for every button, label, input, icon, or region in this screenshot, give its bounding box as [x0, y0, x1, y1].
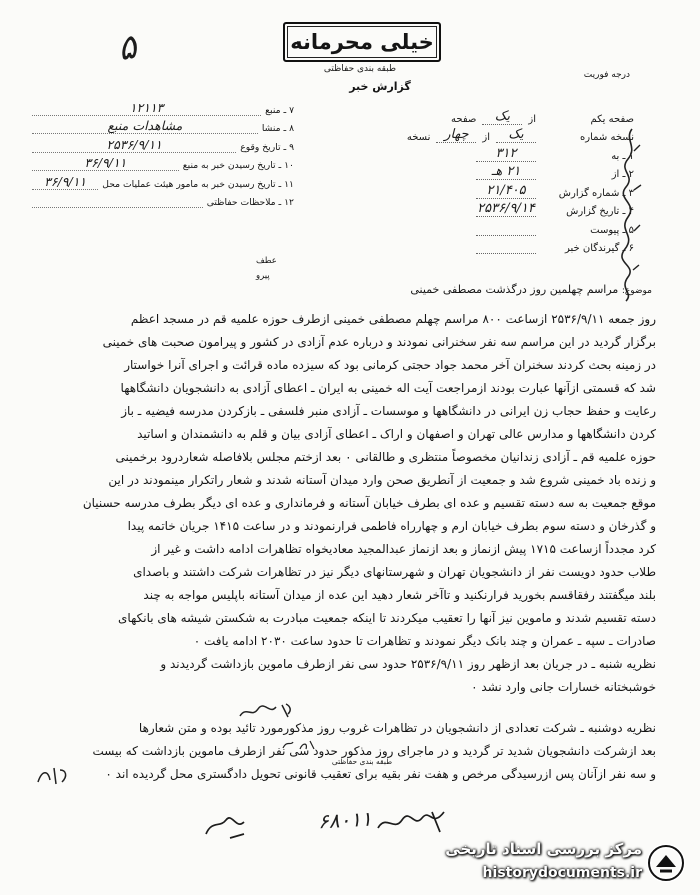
- field-label: نسخه: [406, 132, 431, 143]
- field-label: ۱۲ ـ ملاحظات حفاظتی: [206, 197, 294, 208]
- copy-row: [372, 125, 634, 144]
- body-line: [44, 607, 656, 630]
- field-row: [32, 153, 294, 172]
- body-line: [44, 561, 656, 584]
- field-value: ۲۱ هـ: [476, 164, 536, 180]
- field-label: نسخه شماره: [580, 132, 634, 143]
- field-label: ۳ ـ شماره گزارش: [558, 187, 634, 199]
- body-line: [44, 400, 656, 423]
- field-value: ۳۱۲: [476, 146, 536, 162]
- field-row: [372, 199, 634, 218]
- body-line: [44, 653, 656, 676]
- field-row: [32, 116, 294, 135]
- body-line-text: صادرات ـ سپه ـ عمران و چند بانک دیگر نمودند و تظاهرات تا حدود ساعت ۲۰۳۰ ادامه یافت ۰: [193, 634, 656, 648]
- source-fields: [32, 97, 294, 208]
- field-row: [372, 236, 634, 255]
- field-row: [32, 171, 294, 190]
- body-line-text: و سه نفر ازآنان پس ازرسیدگی مرخص و هفت نفر بقیه برای تعقیب قانونی تحویل دادگستری محل گردیده اند ۰: [105, 767, 656, 781]
- field-value: ۳۶/۹/۱۱: [32, 174, 98, 190]
- report-type-title: گزارش خبر: [349, 80, 411, 93]
- subject-line: [290, 283, 652, 296]
- field-row: [32, 134, 294, 153]
- body-line-text: نظریه دوشنبه ـ شرکت تعدادی از دانشجویان در تظاهرات غروب روز مذکورمورد تائید بوده و متن شعارها: [138, 721, 656, 735]
- field-label: ۷ ـ منبع: [265, 104, 294, 116]
- watermark-url: historydocuments.ir: [482, 865, 642, 881]
- body-line-text: حوزه علمیه قم ـ آزادی زندانیان مخصوصاً منتظری و طالقانی ۰ بعد ازختم مجلس بلافاصله شعاردرود برخمینی: [115, 450, 656, 464]
- field-label: صفحه یکم: [590, 113, 634, 125]
- margin-handwritten-note: [610, 125, 650, 305]
- body-line-text: طلاب حدود دویست نفر از دانشجویان تهران و شهرستانهای دیگر نیز در تظاهرات شرکت داشتند و باصدای: [133, 565, 656, 579]
- body-line-text: نظریه شنبه ـ در جریان بعد ازظهر روز ۲۵۳۶/۹/۱۱ حدود سی نفر ازطرف ماموین بازداشت گردیدند و: [160, 657, 656, 671]
- body-line-text: بعد ازشرکت دانشجویان شدید تر گردید و در ماجرای روز مذکور حدود سی نفر ازطرف ماموین بازداشت که بیست: [92, 744, 656, 758]
- field-value: مشاهدات منبع: [32, 118, 258, 134]
- reference-label: عطف: [256, 256, 277, 266]
- field-label: ۱ ـ به: [611, 150, 634, 162]
- field-row: [32, 97, 294, 116]
- field-label: صفحه: [451, 113, 477, 125]
- body-line-text: روز جمعه ۲۵۳۶/۹/۱۱ ازساعت ۸۰۰ مراسم چهلم مصطفی خمینی ازطرف حوزه علمیه قم در مسجد اعظم: [130, 312, 656, 326]
- archive-logo-icon: [646, 843, 686, 883]
- body-line-text: کرد مجدداً ازساعت ۱۷۱۵ پیش ازنماز و بعد ازنماز عبدالمجید معادیخواه تظاهرات ادامه داشت و غیر از: [151, 542, 656, 556]
- field-label: ۱۰ ـ تاریخ رسیدن خبر به منبع: [182, 160, 294, 171]
- field-value: ۲۵۳۶/۹/۱۱: [32, 137, 236, 153]
- body-line: [44, 492, 656, 515]
- body-line: [44, 423, 656, 446]
- field-value: ۳۶/۹/۱۱: [32, 155, 179, 171]
- field-value: [476, 253, 536, 254]
- field-value: ۲۵۳۶/۹/۱۴: [477, 201, 535, 216]
- field-value: [32, 207, 203, 208]
- body-line-text: و زنده باد خمینی شروع شد و جمعیت از آنطریق صحن وارد میدان آستانه شدند و شعار راتکرار مینمودند در این: [108, 473, 656, 487]
- field-label: ۹ ـ تاریخ وقوع: [240, 141, 294, 153]
- body-line-text: خوشبختانه خسارات جانی وارد نشد ۰: [471, 680, 656, 694]
- field-label: از: [482, 132, 490, 143]
- body-line-text: رعایت و حفظ حجاب زن ایرانی در دانشگاهها و موسسات ـ آزادی منبر فلسفی ـ بازکردن مدرسه فیضیه ـ باز: [121, 404, 656, 418]
- stamp-text: خیلی محرمانه: [290, 30, 434, 54]
- field-label: ۲ ـ از: [611, 169, 634, 180]
- field-label: ۵ ـ پیوست: [590, 224, 634, 236]
- body-line-text: شد که قسمتی ازآنها عبارت بودند ازمراجعت آیت اله خمینی به ایران ـ اعطای آزادی به دانشجویان دانشگاهها: [120, 381, 656, 395]
- watermark-title: مرکز بررسی اسناد تاریخی: [445, 840, 642, 858]
- field-row: [372, 180, 634, 199]
- body-line: [44, 538, 656, 561]
- field-value: ۲۱/۴۰۵: [476, 183, 536, 199]
- field-row: [372, 162, 634, 181]
- subject-label: موضوع:: [621, 286, 652, 296]
- report-body-opinion: [44, 717, 656, 786]
- body-line: [44, 676, 656, 699]
- handwritten-file-number: ۵: [114, 26, 140, 70]
- body-line: [44, 469, 656, 492]
- signature-number: ۶۸۰۱۱: [317, 806, 373, 834]
- follow-up-label: پیرو: [256, 271, 270, 281]
- report-meta-fields: [372, 106, 634, 254]
- report-body: [44, 308, 656, 699]
- body-line: [44, 515, 656, 538]
- body-line: [44, 763, 656, 786]
- page-row: [372, 106, 634, 125]
- body-line-text: در زمینه بحث کردند سخنران آخر محمد جواد حجتی کرمانی بود که سیزده ماده قرائت و اجرای آنرا خواستار: [124, 358, 656, 372]
- field-row: [372, 217, 634, 236]
- urgency-label: درجه فوریت: [583, 70, 630, 80]
- classification-label: طبقه بندی حفاظتی: [323, 64, 397, 74]
- body-line-text: و گذرخان و دسته سوم بطرف خیابان ارم و چهارراه فاطمی فرارنمودند و در ساعت ۱۴۱۵ جریان خاتمه پیدا: [127, 519, 656, 533]
- body-line-text: موقع جمعیت به سه دسته تقسیم و عده ای بطرف خیابان آستانه و فرمانداری و عده ای دیگر بطرف مدرسه حسنیان: [82, 496, 656, 510]
- body-line: [44, 446, 656, 469]
- body-line: [44, 584, 656, 607]
- body-line: [44, 354, 656, 377]
- field-value: یک: [482, 109, 522, 125]
- field-value: ۱۲۱۱۳: [32, 100, 261, 116]
- body-line: [44, 377, 656, 400]
- field-label: از: [528, 113, 536, 125]
- margin-handwritten-note: [34, 762, 74, 788]
- field-label: ۴ ـ تاریخ گزارش: [566, 206, 634, 217]
- field-label: ۱۱ ـ تاریخ رسیدن خبر به مامور هیئت عملیات محل: [102, 178, 294, 190]
- field-value: [476, 235, 536, 236]
- body-line-text: دسته تقسیم شدند و ماموین نیز آنها را تعقیب میکردند تا اینکه جمعیت مبادرت به شکستن شیشه های بانکهای: [118, 611, 656, 625]
- body-line-text: کردن دانشگاهها و مدارس عالی تهران و اصفهان و اراک ـ اعطای آزادی بیان و قلم به دانشمندان و اساتید: [137, 427, 656, 441]
- field-value: یک: [496, 127, 536, 143]
- subject-text: مراسم چهلمین روز درگذشت مصطفی خمینی: [410, 283, 619, 296]
- bottom-classification-label: طبقه بندی حفاظتی: [331, 757, 393, 766]
- field-label: ۸ ـ منشا: [261, 123, 294, 134]
- body-line: [44, 717, 656, 740]
- body-line-text: برگزار گردید در این مراسم سه نفر سخنرانی نمودند و درباره عدم آزادی در کشور و پیرامون صحبت های خمینی: [102, 335, 656, 349]
- body-line: [44, 308, 656, 331]
- body-line: [44, 331, 656, 354]
- field-label: ۶ ـ گیرندگان خبر: [564, 243, 634, 254]
- body-line: [44, 630, 656, 653]
- field-row: [32, 190, 294, 209]
- confidential-stamp: [283, 22, 441, 62]
- body-line-text: بلند میگفتند رفقاقسم بخورید فرارنکنید و تاآخر شعار دهید این عده از میدان آستانه باپلیس مواجه به چند: [143, 588, 656, 602]
- field-value: چهار: [436, 127, 476, 143]
- field-row: [372, 143, 634, 162]
